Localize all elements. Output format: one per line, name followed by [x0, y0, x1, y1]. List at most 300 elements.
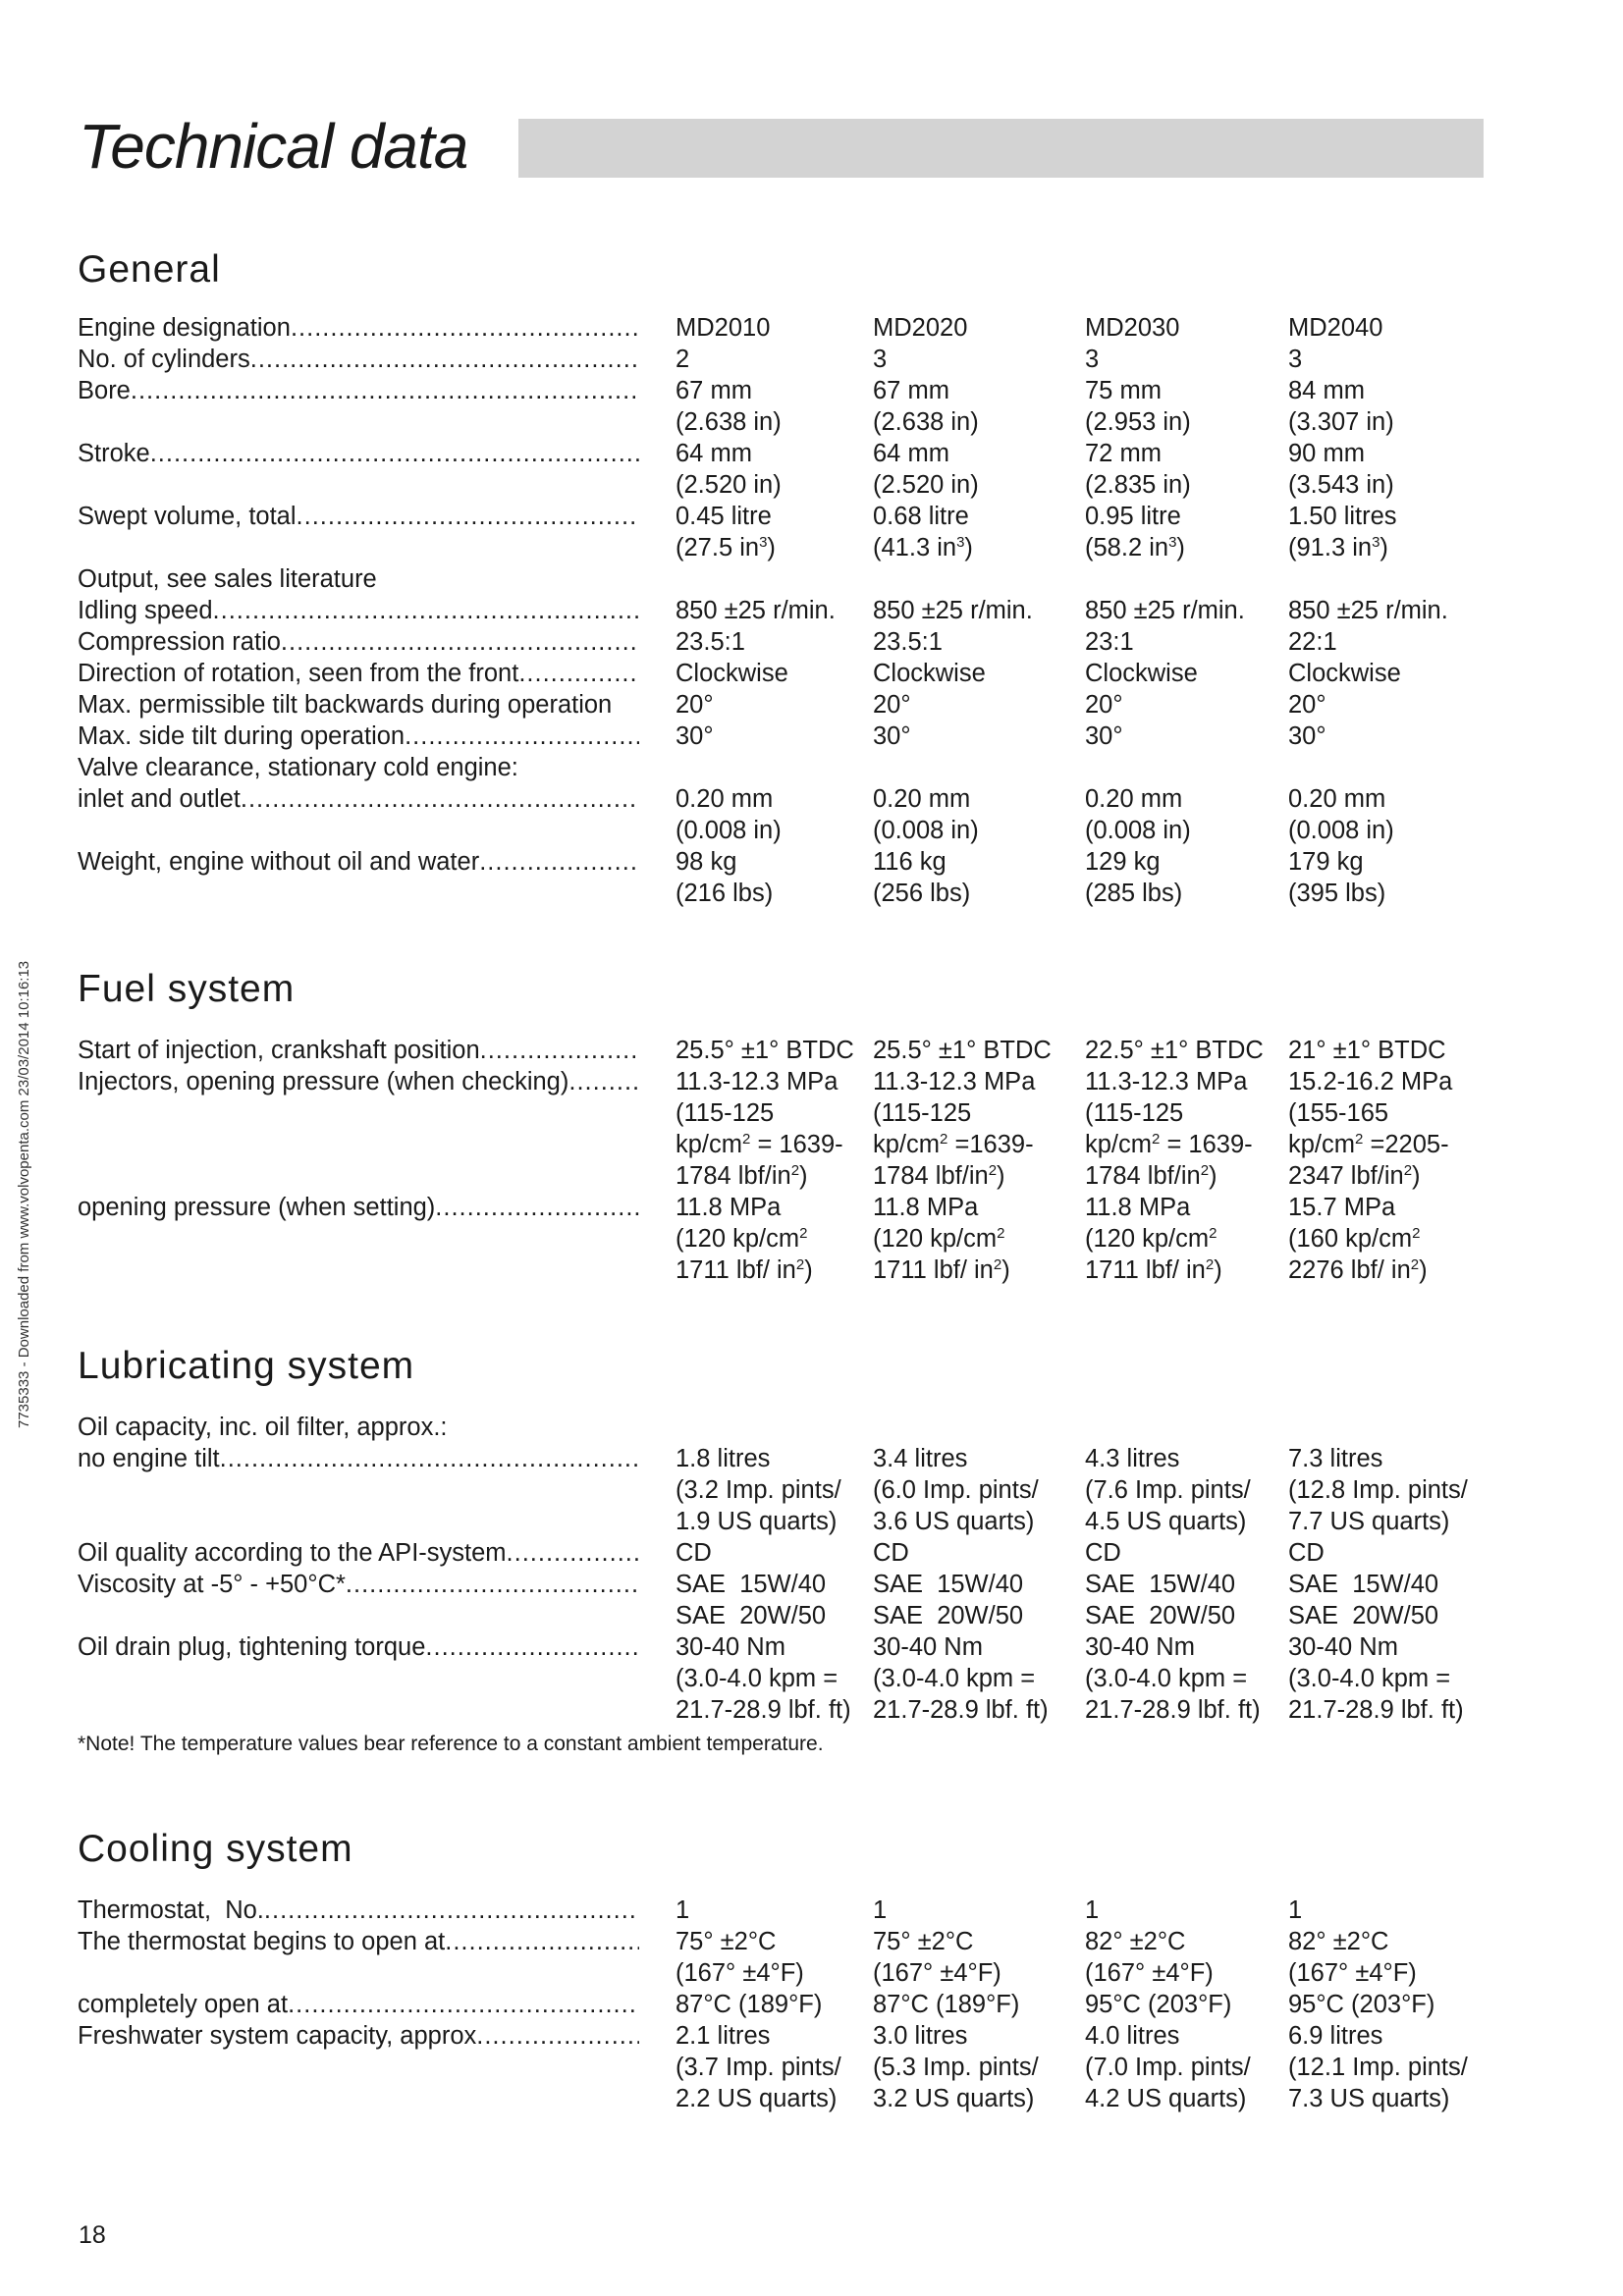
spec-label — [78, 563, 639, 595]
leader-dots — [288, 1989, 639, 2020]
spec-value: 30° — [1288, 722, 1326, 750]
spec-label-text: no engine tilt — [78, 1445, 220, 1472]
spec-value: 1 — [1085, 1896, 1100, 1924]
spec-value: 1 — [676, 1896, 690, 1924]
spec-label — [78, 1160, 639, 1192]
spec-row — [78, 1631, 1491, 1663]
spec-value: SAE 20W/50 — [676, 1602, 827, 1629]
spec-row — [78, 1537, 1491, 1569]
spec-value: (3.2 Imp. pints/ — [676, 1476, 841, 1504]
spec-row — [78, 1160, 1491, 1192]
spec-row — [78, 375, 1491, 406]
spec-value: MD2010 — [676, 314, 771, 342]
spec-value: 4.3 litres — [1085, 1445, 1180, 1472]
spec-value: 11.8 MPa — [676, 1194, 782, 1221]
spec-label — [78, 1255, 639, 1286]
spec-label — [78, 1035, 639, 1066]
spec-row — [78, 2083, 1491, 2114]
spec-value: 7.3 litres — [1288, 1445, 1383, 1472]
spec-label-text: The thermostat begins to open at — [78, 1928, 446, 1955]
spec-value: 90 mm — [1288, 440, 1365, 467]
spec-label — [78, 1600, 639, 1631]
spec-value: 2.1 litres — [676, 2022, 771, 2050]
spec-value: 0.45 litre — [676, 503, 772, 530]
leader-dots — [281, 626, 639, 658]
spec-label-text: Viscosity at -5° - +50°C* — [78, 1571, 346, 1598]
spec-row — [78, 312, 1491, 344]
spec-row — [78, 532, 1491, 563]
spec-value: (5.3 Imp. pints/ — [873, 2054, 1039, 2081]
spec-value: 15.2-16.2 MPa — [1288, 1068, 1453, 1095]
spec-value: (3.0-4.0 kpm = — [676, 1665, 839, 1692]
spec-value: (2.520 in) — [873, 471, 979, 499]
spec-label-text: Direction of rotation, seen from the front — [78, 660, 519, 687]
spec-value: 0.68 litre — [873, 503, 969, 530]
spec-value: 3 — [1085, 346, 1100, 373]
spec-label-text: Max. side tilt during operation — [78, 722, 406, 750]
spec-value: SAE 15W/40 — [676, 1571, 827, 1598]
spec-value: 22.5° ±1° BTDC — [1085, 1037, 1264, 1064]
spec-value: (0.008 in) — [873, 817, 979, 844]
spec-value: 11.3-12.3 MPa — [1085, 1068, 1248, 1095]
spec-label-text: completely open at — [78, 1991, 289, 2018]
spec-value: 30° — [676, 722, 714, 750]
spec-value: (3.307 in) — [1288, 408, 1394, 436]
spec-value: (115-125 — [1085, 1099, 1184, 1127]
section-heading-lubricating-system: Lubricating system — [78, 1345, 415, 1387]
spec-row — [78, 2052, 1491, 2083]
leader-dots — [445, 1926, 639, 1957]
spec-value: 0.95 litre — [1085, 503, 1181, 530]
spec-row — [78, 1443, 1491, 1474]
spec-value: 75 mm — [1085, 377, 1162, 404]
spec-value: 87°C (189°F) — [676, 1991, 823, 2018]
spec-value: 2347 lbf/$in^2$) — [1288, 1162, 1421, 1190]
spec-label — [78, 501, 639, 532]
spec-value: 23.5:1 — [873, 628, 943, 656]
spec-value: 4.0 litres — [1085, 2022, 1180, 2050]
spec-row — [78, 344, 1491, 375]
leader-dots — [297, 501, 639, 532]
spec-label — [78, 783, 639, 815]
spec-value: 850 ±25 r/min. — [676, 597, 836, 624]
leader-dots — [518, 658, 639, 689]
page-number: 18 — [79, 2221, 106, 2249]
spec-row — [78, 1097, 1491, 1129]
spec-value: (167° ±4°F) — [1288, 1959, 1417, 1987]
spec-value: 21.7-28.9 lbf. ft) — [1085, 1696, 1261, 1724]
spec-value: 1711 lbf/ $in^2$) — [1085, 1256, 1222, 1284]
spec-label — [78, 689, 639, 721]
spec-label-text: Idling speed — [78, 597, 213, 624]
temperature-note: *Note! The temperature values bear reference to a constant ambient temperature. — [78, 1733, 824, 1755]
spec-value: (115-125 — [873, 1099, 972, 1127]
section-heading-fuel-system: Fuel system — [78, 968, 296, 1010]
spec-value: 22:1 — [1288, 628, 1337, 656]
spec-row — [78, 1600, 1491, 1631]
spec-row — [78, 1035, 1491, 1066]
spec-label — [78, 1412, 639, 1443]
spec-value: 95°C (203°F) — [1288, 1991, 1435, 2018]
leader-dots — [425, 1631, 639, 1663]
spec-label — [78, 1129, 639, 1160]
spec-label-text: Weight, engine without oil and water — [78, 848, 480, 876]
spec-label — [78, 2020, 639, 2052]
spec-value: (3.543 in) — [1288, 471, 1394, 499]
spec-value: (285 lbs) — [1085, 880, 1183, 907]
spec-row — [78, 595, 1491, 626]
leader-dots — [480, 1035, 639, 1066]
spec-value: 1784 lbf/$in^2$) — [676, 1162, 808, 1190]
spec-label-text: inlet and outlet — [78, 785, 241, 813]
spec-row — [78, 752, 1491, 783]
spec-value: (3.7 Imp. pints/ — [676, 2054, 841, 2081]
spec-label — [78, 532, 639, 563]
spec-row — [78, 1569, 1491, 1600]
spec-label-text: Bore — [78, 377, 131, 404]
spec-row — [78, 783, 1491, 815]
spec-label — [78, 1926, 639, 1957]
spec-row — [78, 2020, 1491, 2052]
spec-value: 3.2 US quarts) — [873, 2085, 1035, 2112]
spec-value: 1711 lbf/ $in^2$) — [676, 1256, 813, 1284]
spec-value: 15.7 MPa — [1288, 1194, 1396, 1221]
spec-value: (120 $kp/cm^2$ — [1085, 1225, 1217, 1253]
spec-value: 30° — [873, 722, 911, 750]
page-title: Technical data — [79, 111, 468, 182]
spec-label — [78, 469, 639, 501]
spec-label — [78, 1506, 639, 1537]
spec-row — [78, 1255, 1491, 1286]
spec-value: 4.5 US quarts) — [1085, 1508, 1247, 1535]
spec-label — [78, 752, 639, 783]
spec-value: 64 mm — [873, 440, 949, 467]
spec-value: (2.835 in) — [1085, 471, 1191, 499]
spec-value: (120 $kp/cm^2$ — [676, 1225, 808, 1253]
spec-row — [78, 721, 1491, 752]
spec-value: 1711 lbf/ $in^2$) — [873, 1256, 1010, 1284]
spec-row — [78, 1926, 1491, 1957]
spec-value: SAE 20W/50 — [1288, 1602, 1439, 1629]
spec-value: 0.20 mm — [676, 785, 774, 813]
spec-value: (115-125 — [676, 1099, 775, 1127]
spec-label — [78, 721, 639, 752]
spec-value: 116 kg — [873, 848, 947, 876]
spec-row — [78, 563, 1491, 595]
spec-value: (216 lbs) — [676, 880, 774, 907]
spec-row — [78, 1694, 1491, 1726]
spec-value: 1.50 litres — [1288, 503, 1397, 530]
spec-value: 21.7-28.9 lbf. ft) — [873, 1696, 1049, 1724]
spec-value: 7.7 US quarts) — [1288, 1508, 1450, 1535]
spec-label — [78, 1694, 639, 1726]
spec-row — [78, 1474, 1491, 1506]
spec-value: 20° — [1085, 691, 1123, 719]
spec-label — [78, 406, 639, 438]
spec-label — [78, 1443, 639, 1474]
leader-dots — [241, 783, 639, 815]
spec-value: MD2030 — [1085, 314, 1180, 342]
spec-row — [78, 406, 1491, 438]
spec-label-text: No. of cylinders — [78, 346, 250, 373]
spec-value: Clockwise — [1085, 660, 1198, 687]
spec-value: (6.0 Imp. pints/ — [873, 1476, 1039, 1504]
spec-value: 21° ±1° BTDC — [1288, 1037, 1446, 1064]
spec-value: 0.20 mm — [873, 785, 971, 813]
leader-dots — [250, 344, 639, 375]
spec-value: 3 — [873, 346, 888, 373]
leader-dots — [213, 595, 639, 626]
spec-value: 11.3-12.3 MPa — [676, 1068, 839, 1095]
spec-value: (91.3 $in^3$) — [1288, 534, 1388, 561]
spec-value: 21.7-28.9 lbf. ft) — [676, 1696, 851, 1724]
spec-value: 87°C (189°F) — [873, 1991, 1020, 2018]
spec-label — [78, 1989, 639, 2020]
leader-dots — [346, 1569, 639, 1600]
spec-value: Clockwise — [1288, 660, 1401, 687]
spec-value: 129 kg — [1085, 848, 1161, 876]
spec-value: SAE 20W/50 — [873, 1602, 1024, 1629]
spec-label — [78, 2083, 639, 2114]
spec-value: MD2020 — [873, 314, 968, 342]
spec-value: $kp/cm^2 =1639-$ — [873, 1131, 1034, 1158]
spec-value: (2.953 in) — [1085, 408, 1191, 436]
spec-row — [78, 1506, 1491, 1537]
spec-label-text: Output, see sales literature — [78, 565, 377, 593]
spec-value: 2276 lbf/ $in^2$) — [1288, 1256, 1428, 1284]
spec-value: (3.0-4.0 kpm = — [873, 1665, 1036, 1692]
spec-value: 67 mm — [873, 377, 949, 404]
spec-value: 20° — [676, 691, 714, 719]
spec-row — [78, 1192, 1491, 1223]
spec-value: CD — [676, 1539, 712, 1567]
spec-row — [78, 1412, 1491, 1443]
spec-value: 95°C (203°F) — [1085, 1991, 1232, 2018]
spec-label — [78, 595, 639, 626]
spec-row — [78, 846, 1491, 878]
leader-dots — [220, 1443, 639, 1474]
spec-label-text: Oil quality according to the API-system — [78, 1539, 507, 1567]
spec-value: (12.8 Imp. pints/ — [1288, 1476, 1468, 1504]
spec-value: (0.008 in) — [1288, 817, 1394, 844]
spec-row — [78, 501, 1491, 532]
spec-label-text: Thermostat, No. — [78, 1896, 264, 1924]
spec-value: 3.6 US quarts) — [873, 1508, 1035, 1535]
spec-row — [78, 1129, 1491, 1160]
spec-value: (58.2 $in^3$) — [1085, 534, 1185, 561]
spec-value: 2 — [676, 346, 690, 373]
spec-value: 82° ±2°C — [1288, 1928, 1389, 1955]
spec-value: 1 — [873, 1896, 888, 1924]
spec-row — [78, 626, 1491, 658]
spec-label — [78, 1192, 639, 1223]
spec-label-text: Oil drain plug, tightening torque — [78, 1633, 426, 1661]
spec-value: 1784 lbf/$in^2$) — [873, 1162, 1005, 1190]
spec-value: CD — [1288, 1539, 1325, 1567]
spec-value: (395 lbs) — [1288, 880, 1386, 907]
spec-label-text: Valve clearance, stationary cold engine: — [78, 754, 518, 781]
spec-label — [78, 1097, 639, 1129]
spec-value: 1784 lbf/$in^2$) — [1085, 1162, 1217, 1190]
spec-value: 11.3-12.3 MPa — [873, 1068, 1036, 1095]
spec-value: (7.6 Imp. pints/ — [1085, 1476, 1251, 1504]
spec-label — [78, 626, 639, 658]
spec-label — [78, 658, 639, 689]
spec-value: 3.4 litres — [873, 1445, 968, 1472]
spec-value: (160 $kp/cm^2$ — [1288, 1225, 1421, 1253]
spec-value: 3 — [1288, 346, 1303, 373]
spec-label — [78, 375, 639, 406]
spec-value: 7.3 US quarts) — [1288, 2085, 1450, 2112]
spec-row — [78, 1066, 1491, 1097]
spec-value: 6.9 litres — [1288, 2022, 1383, 2050]
spec-label — [78, 1957, 639, 1989]
spec-row — [78, 1223, 1491, 1255]
spec-value: (2.520 in) — [676, 471, 782, 499]
spec-value: 30-40 Nm — [676, 1633, 785, 1661]
title-bar — [518, 119, 1484, 178]
section-heading-general: General — [78, 248, 221, 291]
spec-label-text: Oil capacity, inc. oil filter, approx.: — [78, 1414, 448, 1441]
leader-dots — [150, 438, 639, 469]
spec-value: 1.9 US quarts) — [676, 1508, 838, 1535]
spec-value: 82° ±2°C — [1085, 1928, 1186, 1955]
spec-label — [78, 1223, 639, 1255]
spec-value: 64 mm — [676, 440, 752, 467]
spec-row — [78, 658, 1491, 689]
spec-label — [78, 815, 639, 846]
spec-value: 1.8 litres — [676, 1445, 771, 1472]
spec-value: 850 ±25 r/min. — [1085, 597, 1245, 624]
spec-value: (41.3 $in^3$) — [873, 534, 973, 561]
spec-row — [78, 689, 1491, 721]
spec-value: (155-165 — [1288, 1099, 1389, 1127]
leader-dots — [291, 312, 639, 344]
spec-row — [78, 1895, 1491, 1926]
spec-label — [78, 1663, 639, 1694]
spec-label — [78, 878, 639, 909]
spec-value: (3.0-4.0 kpm = — [1085, 1665, 1248, 1692]
spec-value: (2.638 in) — [873, 408, 979, 436]
spec-label-text: Engine designation — [78, 314, 291, 342]
spec-value: 67 mm — [676, 377, 752, 404]
spec-value: 30-40 Nm — [1288, 1633, 1398, 1661]
spec-row — [78, 1989, 1491, 2020]
spec-label — [78, 2052, 639, 2083]
spec-value: $kp/cm^2 =2205-$ — [1288, 1131, 1449, 1158]
spec-row — [78, 438, 1491, 469]
spec-value: (0.008 in) — [676, 817, 782, 844]
spec-value: 3.0 litres — [873, 2022, 968, 2050]
spec-row — [78, 469, 1491, 501]
spec-value: SAE 15W/40 — [1085, 1571, 1236, 1598]
spec-row — [78, 878, 1491, 909]
spec-row — [78, 815, 1491, 846]
spec-label-text: opening pressure (when setting) — [78, 1194, 436, 1221]
spec-label — [78, 438, 639, 469]
spec-label-text: Stroke — [78, 440, 150, 467]
spec-value: (167° ±4°F) — [676, 1959, 804, 1987]
spec-value: 30° — [1085, 722, 1123, 750]
spec-label — [78, 1569, 639, 1600]
spec-label-text: Compression ratio — [78, 628, 281, 656]
section-heading-cooling-system: Cooling system — [78, 1828, 353, 1870]
leader-dots — [405, 721, 639, 752]
spec-value: 84 mm — [1288, 377, 1365, 404]
spec-label — [78, 312, 639, 344]
spec-value: 850 ±25 r/min. — [1288, 597, 1448, 624]
spec-value: 30-40 Nm — [1085, 1633, 1195, 1661]
spec-value: 0.20 mm — [1288, 785, 1386, 813]
spec-value: Clockwise — [873, 660, 986, 687]
spec-value: (3.0-4.0 kpm = — [1288, 1665, 1451, 1692]
spec-value: (167° ±4°F) — [1085, 1959, 1214, 1987]
spec-value: (7.0 Imp. pints/ — [1085, 2054, 1251, 2081]
spec-value: SAE 15W/40 — [873, 1571, 1024, 1598]
spec-row — [78, 1957, 1491, 1989]
spec-value: 20° — [873, 691, 911, 719]
spec-value: CD — [1085, 1539, 1121, 1567]
spec-value: (2.638 in) — [676, 408, 782, 436]
spec-label — [78, 1631, 639, 1663]
spec-value: 11.8 MPa — [1085, 1194, 1191, 1221]
leader-dots — [507, 1537, 639, 1569]
spec-label — [78, 1474, 639, 1506]
spec-value: 11.8 MPa — [873, 1194, 979, 1221]
spec-value: Clockwise — [676, 660, 788, 687]
leader-dots — [264, 1895, 639, 1926]
spec-label-text: Max. permissible tilt backwards during operation — [78, 691, 613, 719]
leader-dots — [476, 2020, 639, 2052]
spec-value: 21.7-28.9 lbf. ft) — [1288, 1696, 1464, 1724]
spec-value: 23:1 — [1085, 628, 1134, 656]
spec-label — [78, 1537, 639, 1569]
spec-label-text: Swept volume, total — [78, 503, 297, 530]
spec-value: 1 — [1288, 1896, 1303, 1924]
spec-value: 75° ±2°C — [676, 1928, 777, 1955]
spec-value: 179 kg — [1288, 848, 1364, 876]
spec-value: CD — [873, 1539, 909, 1567]
spec-value: 25.5° ±1° BTDC — [873, 1037, 1052, 1064]
spec-value: 0.20 mm — [1085, 785, 1183, 813]
leader-dots — [568, 1066, 639, 1097]
leader-dots — [131, 375, 639, 406]
spec-value: (27.5 $in^3$) — [676, 534, 776, 561]
spec-value: 30-40 Nm — [873, 1633, 983, 1661]
spec-label-text: Start of injection, crankshaft position — [78, 1037, 480, 1064]
spec-label — [78, 1895, 639, 1926]
spec-value: 2.2 US quarts) — [676, 2085, 838, 2112]
spec-value: 98 kg — [676, 848, 737, 876]
spec-value: (256 lbs) — [873, 880, 971, 907]
spec-value: 72 mm — [1085, 440, 1162, 467]
spec-value: 4.2 US quarts) — [1085, 2085, 1247, 2112]
download-note: 7735333 - Downloaded from www.volvopenta.com 23/03/2014 10:16:13 — [16, 960, 32, 1428]
spec-value: 75° ±2°C — [873, 1928, 974, 1955]
spec-value: 20° — [1288, 691, 1326, 719]
spec-label — [78, 344, 639, 375]
spec-value: (12.1 Imp. pints/ — [1288, 2054, 1468, 2081]
spec-value: SAE 15W/40 — [1288, 1571, 1439, 1598]
spec-value: MD2040 — [1288, 314, 1383, 342]
spec-value: 25.5° ±1° BTDC — [676, 1037, 854, 1064]
spec-value: (167° ±4°F) — [873, 1959, 1001, 1987]
spec-label — [78, 846, 639, 878]
spec-value: (120 $kp/cm^2$ — [873, 1225, 1005, 1253]
spec-value: (0.008 in) — [1085, 817, 1191, 844]
spec-value: 850 ±25 r/min. — [873, 597, 1033, 624]
spec-value: 23.5:1 — [676, 628, 745, 656]
